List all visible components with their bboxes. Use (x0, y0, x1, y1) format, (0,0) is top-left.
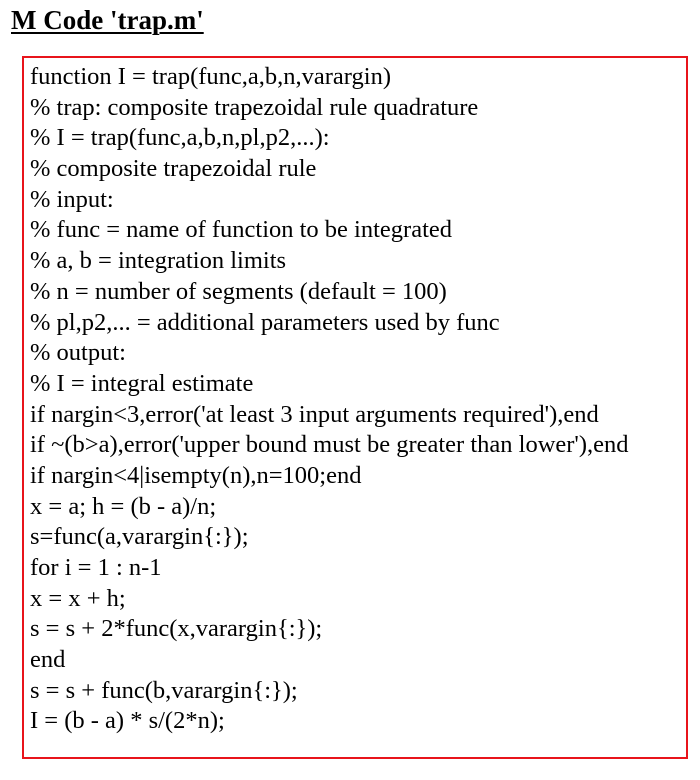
code-line: s = s + 2*func(x,varargin{:}); (30, 615, 323, 643)
code-listing-box (22, 56, 688, 759)
code-lines (30, 62, 629, 737)
code-line: x = a; h = (b - a)/n; (30, 492, 217, 520)
code-line: x = x + h; (30, 584, 126, 612)
code-line: if nargin<4|isempty(n),n=100;end (30, 461, 362, 489)
code-line: % pl,p2,... = additional parameters used by func (30, 308, 500, 336)
code-line: s=func(a,varargin{:}); (30, 523, 249, 551)
code-line: % output: (30, 339, 126, 367)
code-line: if nargin<3,error('at least 3 input arguments required'),end (30, 400, 599, 428)
code-line: % a, b = integration limits (30, 247, 287, 275)
code-line: s = s + func(b,varargin{:}); (30, 676, 298, 704)
code-line: for i = 1 : n-1 (30, 554, 162, 581)
code-line: % input: (30, 185, 114, 213)
code-line: I = (b - a) * s/(2*n); (30, 707, 225, 735)
code-line: if ~(b>a),error('upper bound must be greater than lower'),end (30, 431, 629, 459)
code-line: % I = trap(func,a,b,n,pl,p2,...): (30, 124, 330, 152)
code-line: % n = number of segments (default = 100) (30, 277, 447, 305)
code-line: function I = trap(func,a,b,n,varargin) (30, 63, 391, 90)
page-title: M Code 'trap.m' (11, 5, 204, 35)
code-line: % composite trapezoidal rule (30, 155, 317, 183)
code-line: end (30, 646, 66, 674)
code-line: % I = integral estimate (30, 369, 254, 397)
code-line: % trap: composite trapezoidal rule quadrature (30, 93, 479, 121)
code-line: % func = name of function to be integrated (30, 216, 453, 244)
